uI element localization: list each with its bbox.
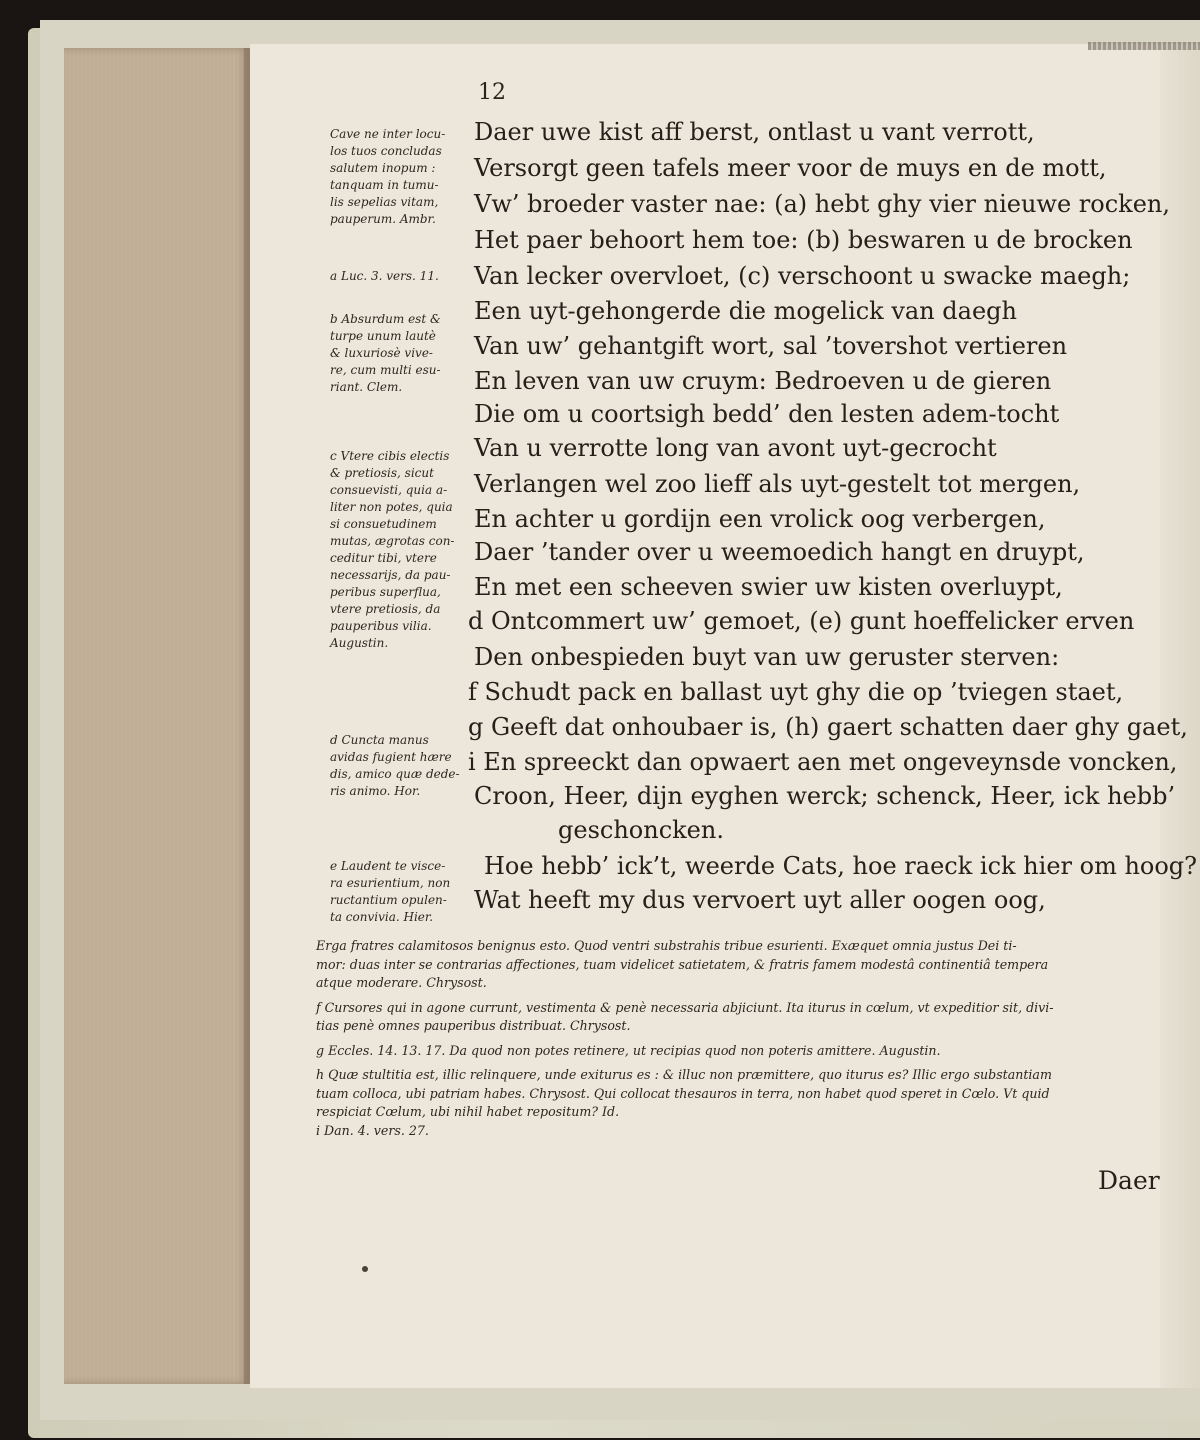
sidenote-line: lis sepelias vitam, <box>330 195 439 209</box>
ink-speck <box>362 1266 368 1272</box>
verse-line: Van lecker overvloet, (c) verschoont u swacke maegh; <box>474 262 1131 290</box>
sidenote-line: pauperibus vilia. <box>330 619 432 633</box>
sidenote-line: ris animo. Hor. <box>330 784 421 798</box>
sidenote-d <box>330 732 470 800</box>
sidenote-line: avidas fugient hære <box>330 750 452 764</box>
sidenote-line: dis, amico quæ dede- <box>330 767 460 781</box>
sidenote-line: liter non potes, quia <box>330 500 453 514</box>
sidenote-line: & luxuriosè vive- <box>330 346 433 360</box>
verse-line: Daer ’tander over u weemoedich hangt en druypt, <box>474 538 1085 566</box>
sidenote-line: Augustin. <box>330 636 389 650</box>
verse-line: En met een scheeven swier uw kisten overluypt, <box>474 573 1063 601</box>
sidenote-line: turpe unum lautè <box>330 329 436 343</box>
sidenote-line: peribus superflua, <box>330 585 441 599</box>
sidenote-line: pauperum. Ambr. <box>330 212 436 226</box>
sidenote-ambrose <box>330 126 470 228</box>
verse-line: Die om u coortsigh bedd’ den lesten adem-tocht <box>474 400 1060 428</box>
sidenote-b <box>330 311 470 396</box>
sidenote-e <box>330 858 470 926</box>
footnote-line: g Eccles. 14. 13. 17. Da quod non potes retinere, ut recipias quod non poteris amittere. Augustin. <box>316 1042 941 1058</box>
sidenote-line: vtere pretiosis, da <box>330 602 441 616</box>
verse-line: Versorgt geen tafels meer voor de muys en de mott, <box>474 154 1107 182</box>
verse-line: Het paer behoort hem toe: (b) beswaren u de brocken <box>474 226 1133 254</box>
page-edges <box>64 48 250 1384</box>
sidenote-line: ructantium opulen- <box>330 893 447 907</box>
verse-line: Den onbespieden buyt van uw geruster sterven: <box>474 643 1060 671</box>
sidenote-line: consuevisti, quia a- <box>330 483 448 497</box>
footnote-line: tias penè omnes pauperibus distribuat. Chrysost. <box>316 1018 631 1033</box>
sidenote-a <box>330 268 470 285</box>
footnote-line: respiciat Cœlum, ubi nihil habet repositum? Id. <box>316 1104 620 1119</box>
footnote-line: f Cursores qui in agone currunt, vestimenta & penè necessaria abjiciunt. Ita iturus in cœlum, vt expeditior sit, divi- <box>316 999 1054 1015</box>
page-number: 12 <box>478 80 506 105</box>
sidenote-line: re, cum multi esu- <box>330 363 441 377</box>
verse-line: d Ontcommert uw’ gemoet, (e) gunt hoeffelicker erven <box>468 607 1135 635</box>
footnote-line: h Quæ stultitia est, illic relinquere, unde exiturus es : & illuc non præmittere, quo iturus es? Illic ergo substantiam <box>316 1067 1052 1082</box>
sidenote-line: ra esurientium, non <box>330 876 451 890</box>
sidenote-c <box>330 448 470 652</box>
sidenote-line: ceditur tibi, vtere <box>330 551 437 565</box>
sidenote-line: mutas, ægrotas con- <box>330 534 455 548</box>
verse-line: Van uw’ gehantgift wort, sal ’tovershot vertieren <box>474 332 1068 360</box>
sidenote-line: b Absurdum est & <box>330 312 441 326</box>
catchword: Daer <box>1098 1166 1160 1195</box>
verse-line: Daer uwe kist aff berst, ontlast u vant verrott, <box>474 118 1035 146</box>
verse-line: Croon, Heer, dijn eyghen werck; schenck, Heer, ick hebb’ <box>474 782 1176 810</box>
sidenote-line: ta convivia. Hier. <box>330 910 434 924</box>
verse-line: Vw’ broeder vaster nae: (a) hebt ghy vier nieuwe rocken, <box>474 190 1170 218</box>
ruler-mark <box>1088 42 1200 50</box>
footnote-line: tuam colloca, ubi patriam habes. Chrysost. Qui collocat thesauros in terra, non habet quod speret in Cœlo. Vt quid <box>316 1085 1050 1101</box>
verse-line: geschoncken. <box>558 816 724 844</box>
footnote-line: Erga fratres calamitosos benignus esto. Quod ventri substrahis tribue esurienti. Exæquet omnia justus Dei ti- <box>316 938 1017 953</box>
sidenote-line: Cave ne inter locu- <box>330 127 446 141</box>
sidenote-line: c Vtere cibis electis <box>330 449 450 463</box>
verse-line: Wat heeft my dus vervoert uyt aller oogen oog, <box>474 886 1046 914</box>
verse-line: Hoe hebb’ ick’t, weerde Cats, hoe raeck ick hier om hoog? <box>484 852 1198 880</box>
footnotes <box>316 937 1156 1140</box>
verse-line: Een uyt-gehongerde die mogelick van daegh <box>474 297 1017 325</box>
sidenote-line: salutem inopum : <box>330 161 436 175</box>
sidenote-line: a Luc. 3. vers. 11. <box>330 269 439 283</box>
sidenote-line: necessarijs, da pau- <box>330 568 451 582</box>
footnote-line: i Dan. 4. vers. 27. <box>316 1122 429 1138</box>
verse-line: f Schudt pack en ballast uyt ghy die op ’tviegen staet, <box>468 678 1124 706</box>
sidenote-line: si consuetudinem <box>330 517 437 531</box>
sidenote-line: d Cuncta manus <box>330 733 429 747</box>
footnote-line: mor: duas inter se contrarias affectiones, tuam videlicet satietatem, & fratris famem modestâ continentiâ tempera <box>316 956 1049 972</box>
sidenote-line: riant. Clem. <box>330 380 403 394</box>
footnote-line: atque moderare. Chrysost. <box>316 975 487 990</box>
sidenote-line: e Laudent te visce- <box>330 859 446 873</box>
sidenote-line: & pretiosis, sicut <box>330 466 434 480</box>
sidenote-line: tanquam in tumu- <box>330 178 439 192</box>
verse-line: i En spreeckt dan opwaert aen met ongeveynsde voncken, <box>468 748 1178 776</box>
verse-line: Verlangen wel zoo lieff als uyt-gestelt tot mergen, <box>474 470 1081 498</box>
verse-line: En leven van uw cruym: Bedroeven u de gieren <box>474 367 1052 395</box>
sidenote-line: los tuos concludas <box>330 144 442 158</box>
verse-line: En achter u gordijn een vrolick oog verbergen, <box>474 505 1046 533</box>
verse-line: Van u verrotte long van avont uyt-gecrocht <box>474 434 997 462</box>
verse-line: g Geeft dat onhoubaer is, (h) gaert schatten daer ghy gaet, <box>468 713 1188 741</box>
